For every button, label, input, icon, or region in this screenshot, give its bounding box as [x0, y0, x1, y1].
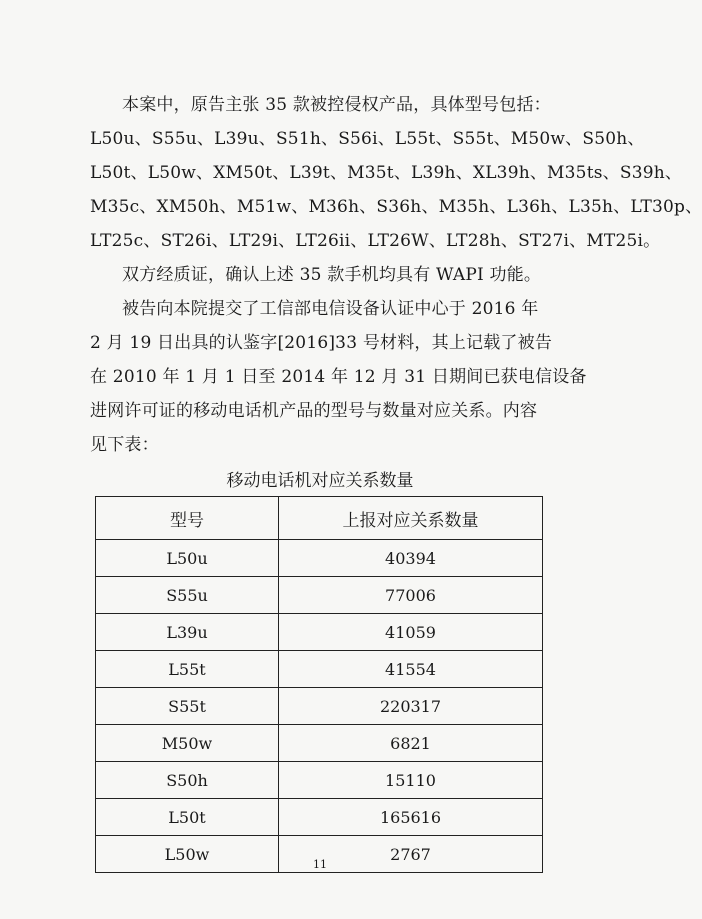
paragraph-line: L50t、L50w、XM50t、L39t、M35t、L39h、XL39h、M35ts、S39h、 [90, 163, 683, 183]
paragraph-line: 双方经质证，确认上述 35 款手机均具有 WAPI 功能。 [122, 265, 542, 285]
model-cell: L55t [96, 651, 279, 688]
count-cell: 2767 [279, 836, 543, 873]
table-header-row [96, 497, 543, 540]
model-cell: L50w [96, 836, 279, 873]
count-cell: 15110 [279, 762, 543, 799]
model-count-table [95, 496, 543, 873]
paragraph-line: M35c、XM50h、M51w、M36h、S36h、M35h、L36h、L35h、LT30p、 [90, 197, 702, 217]
count-cell: 77006 [279, 577, 543, 614]
count-cell: 40394 [279, 540, 543, 577]
count-cell: 41554 [279, 651, 543, 688]
table-row [96, 688, 543, 725]
model-cell: S55t [96, 688, 279, 725]
table-row [96, 577, 543, 614]
page-number: 11 [313, 858, 327, 871]
table-row [96, 799, 543, 836]
table-row [96, 762, 543, 799]
table-row [96, 614, 543, 651]
model-cell: S50h [96, 762, 279, 799]
table-row [96, 540, 543, 577]
paragraph-line: 本案中，原告主张 35 款被控侵权产品，具体型号包括： [122, 95, 551, 115]
count-cell: 6821 [279, 725, 543, 762]
model-cell: L39u [96, 614, 279, 651]
table-row [96, 725, 543, 762]
paragraph-line: 在 2010 年 1 月 1 日至 2014 年 12 月 31 日期间已获电信设备 [90, 367, 587, 387]
column-header-count: 上报对应关系数量 [279, 497, 543, 540]
paragraph-line: 2 月 19 日出具的认鉴字[2016]33 号材料，其上记载了被告 [90, 333, 553, 353]
paragraph-line: LT25c、ST26i、LT29i、LT26ii、LT26W、LT28h、ST27i、MT25i。 [90, 231, 661, 251]
model-cell: L50t [96, 799, 279, 836]
model-cell: L50u [96, 540, 279, 577]
count-cell: 41059 [279, 614, 543, 651]
model-cell: S55u [96, 577, 279, 614]
paragraph-line: 被告向本院提交了工信部电信设备认证中心于 2016 年 [122, 299, 539, 319]
paragraph-line: 进网许可证的移动电话机产品的型号与数量对应关系。内容 [90, 401, 538, 421]
paragraph-line: L50u、S55u、L39u、S51h、S56i、L55t、S55t、M50w、S50h、 [90, 129, 645, 149]
model-cell: M50w [96, 725, 279, 762]
paragraph-line: 见下表： [90, 435, 159, 455]
column-header-model: 型号 [96, 497, 279, 540]
count-cell: 220317 [279, 688, 543, 725]
count-cell: 165616 [279, 799, 543, 836]
table-row [96, 651, 543, 688]
table-caption: 移动电话机对应关系数量 [226, 471, 414, 491]
